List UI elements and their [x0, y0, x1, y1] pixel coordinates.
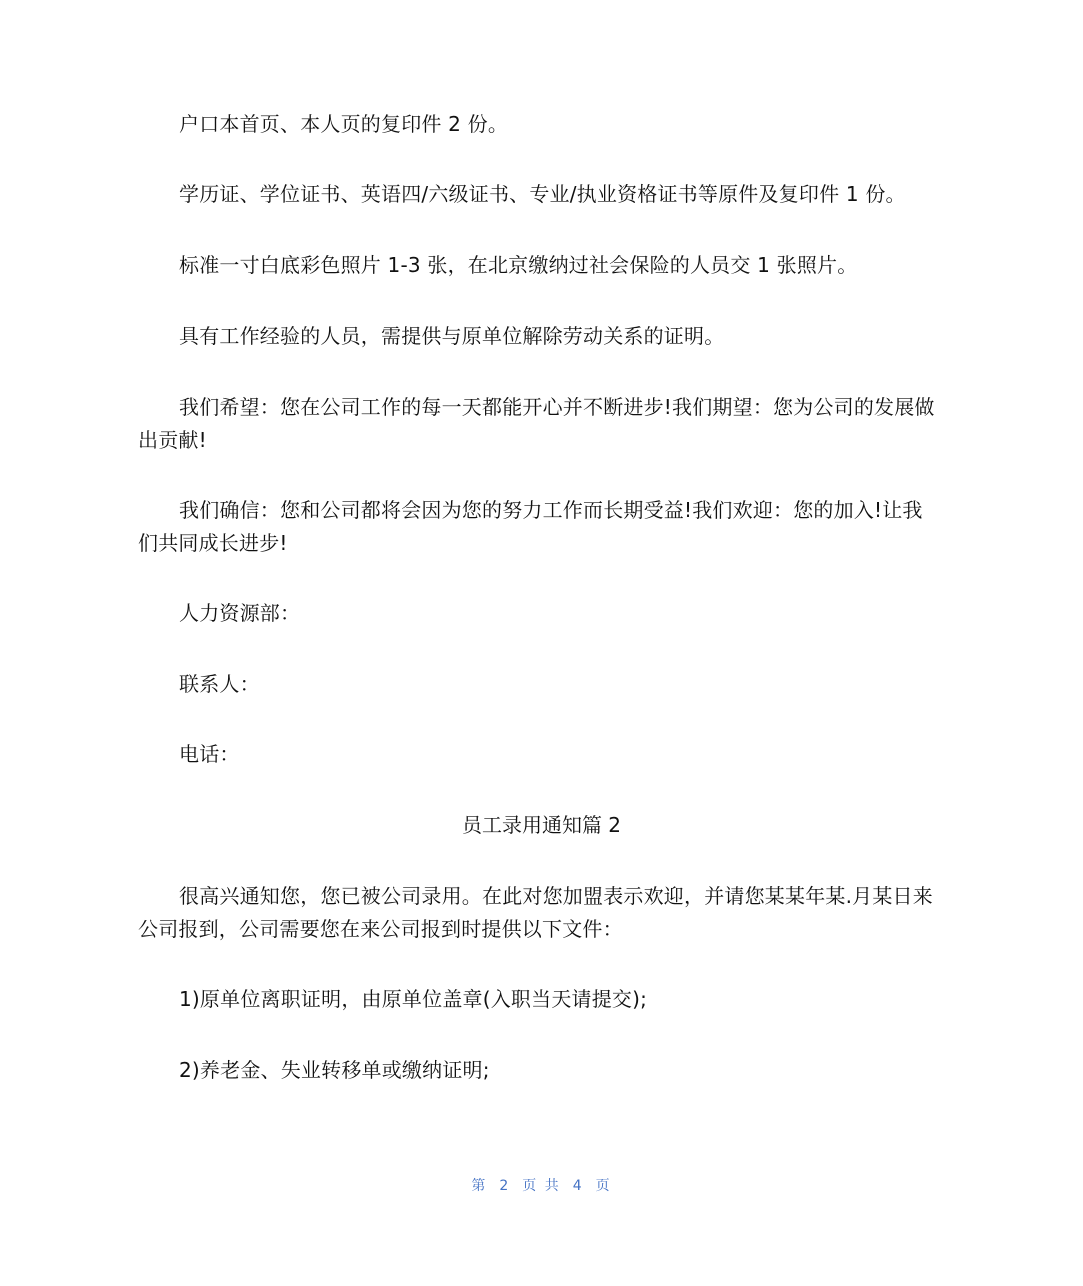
phone-label: 电话： [179, 742, 240, 766]
paragraph-photos: 标准一寸白底彩色照片 1-3 张，在北京缴纳过社会保险的人员交 1 张照片。 [179, 253, 858, 277]
contact-person-label: 联系人： [179, 672, 260, 696]
paragraph-hukou-copies: 户口本首页、本人页的复印件 2 份。 [179, 112, 509, 136]
paragraph-we-hope: 我们希望：您在公司工作的每一天都能开心并不断进步!我们期望：您为公司的发展做出贡献! [138, 395, 935, 452]
page-footer [0, 1175, 1083, 1195]
paragraph-work-experience: 具有工作经验的人员，需提供与原单位解除劳动关系的证明。 [179, 324, 725, 348]
section-heading: 员工录用通知篇 2 [461, 813, 622, 837]
footer-suffix: 页 [595, 1178, 612, 1194]
list-item-pension-transfer: 2)养老金、失业转移单或缴纳证明; [179, 1058, 490, 1082]
footer-page-number: 2 [499, 1178, 511, 1194]
hr-department-label: 人力资源部： [179, 601, 301, 625]
footer-prefix: 第 [471, 1178, 488, 1194]
list-item-resignation-proof: 1)原单位离职证明，由原单位盖章(入职当天请提交); [179, 987, 648, 1011]
paragraph-we-believe: 我们确信：您和公司都将会因为您的努力工作而长期受益!我们欢迎：您的加入!让我们共同成长进步! [138, 498, 923, 555]
paragraph-certificates: 学历证、学位证书、英语四/六级证书、专业/执业资格证书等原件及复印件 1 份。 [179, 182, 906, 206]
footer-middle: 页 共 [522, 1178, 561, 1194]
paragraph-welcome-notice: 很高兴通知您，您已被公司录用。在此对您加盟表示欢迎，并请您某某年某.月某日来公司报到，公司需要您在来公司报到时提供以下文件： [138, 884, 933, 941]
footer-total-pages: 4 [572, 1178, 584, 1194]
